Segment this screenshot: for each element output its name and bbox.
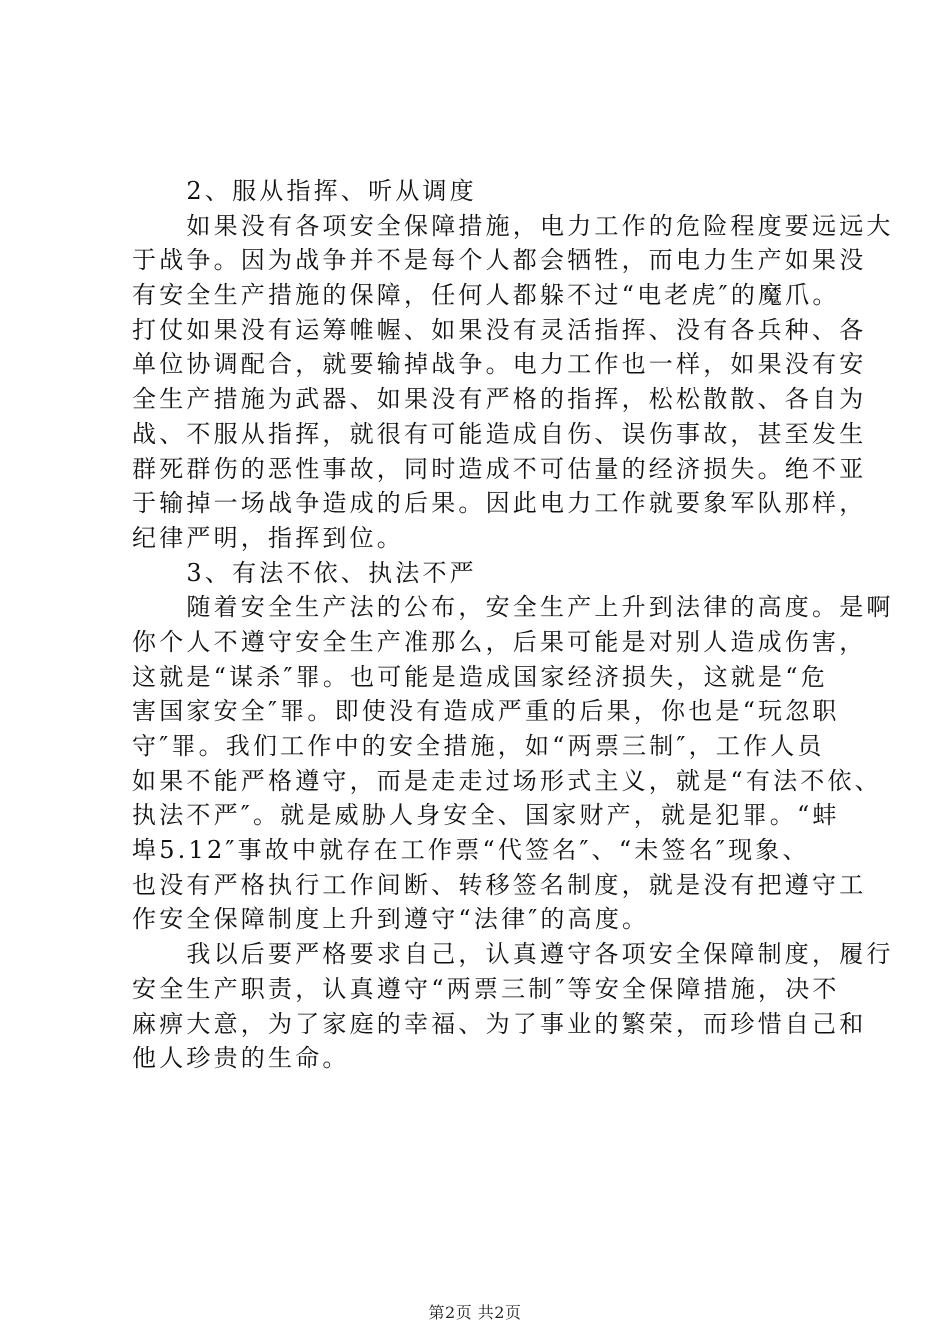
section-heading-3: 3、有法不依、执法不严 [132,558,477,587]
paragraph-line: 有安全生产措施的保障，任何人都躲不过“电老虎″的魔爪。 [132,281,840,310]
paragraph-line: 随着安全生产法的公布，安全生产上升到法律的高度。是啊 [132,593,894,622]
paragraph-line: 如果不能严格遵守，而是走走过场形式主义，就是“有法不依、 [132,766,882,795]
document-body [132,174,894,1076]
page-footer [0,1300,950,1323]
paragraph-line: 这就是“谋杀″罪。也可能是造成国家经济损失，这就是“危 [132,662,828,691]
paragraph-line: 作安全保障制度上升到遵守“法律″的高度。 [132,905,650,934]
paragraph-line: 你个人不遵守安全生产准那么，后果可能是对别人造成伤害， [132,627,867,656]
paragraph-line: 守″罪。我们工作中的安全措施，如“两票三制″，工作人员 [132,732,825,760]
paragraph-line: 我以后要严格要求自己，认真遵守各项安全保障制度，履行 [132,940,894,969]
paragraph-line: 麻痹大意，为了家庭的幸福、为了事业的繁荣，而珍惜自己和 [132,1009,867,1038]
paragraph-line: 安全生产职责，认真遵守“两票三制″等安全保障措施，决不 [132,974,840,1003]
page-number-label: 第2页 共2页 [428,1303,522,1322]
paragraph-line: 打仗如果没有运筹帷幄、如果没有灵活指挥、没有各兵种、各 [132,315,867,344]
paragraph-line: 如果没有各项安全保障措施，电力工作的危险程度要远远大 [132,211,894,240]
paragraph-line: 埠5.12″事故中就存在工作票“代签名″、“未签名″现象、 [132,836,810,865]
paragraph-line: 也没有严格执行工作间断、转移签名制度，就是没有把遵守工 [132,870,867,899]
paragraph-line: 全生产措施为武器、如果没有严格的指挥，松松散散、各自为 [132,385,867,414]
paragraph-line: 群死群伤的恶性事故，同时造成不可估量的经济损失。绝不亚 [132,454,867,483]
paragraph-line: 单位协调配合，就要输掉战争。电力工作也一样，如果没有安 [132,350,867,379]
paragraph-line: 他人珍贵的生命。 [132,1044,350,1073]
paragraph-line: 害国家安全″罪。即使没有造成严重的后果，你也是“玩忽职 [132,697,840,726]
paragraph-line: 于战争。因为战争并不是每个人都会牺牲，而电力生产如果没 [132,246,867,275]
paragraph-line: 于输掉一场战争造成的后果。因此电力工作就要象军队那样， [132,489,867,518]
paragraph-line: 战、不服从指挥，就很有可能造成自伤、误伤事故，甚至发生 [132,419,867,448]
paragraph-line: 纪律严明，指挥到位。 [132,523,404,552]
section-heading-2: 2、服从指挥、听从调度 [132,177,477,205]
paragraph-line: 执法不严″。就是威胁人身安全、国家财产，就是犯罪。“蚌 [132,801,840,830]
